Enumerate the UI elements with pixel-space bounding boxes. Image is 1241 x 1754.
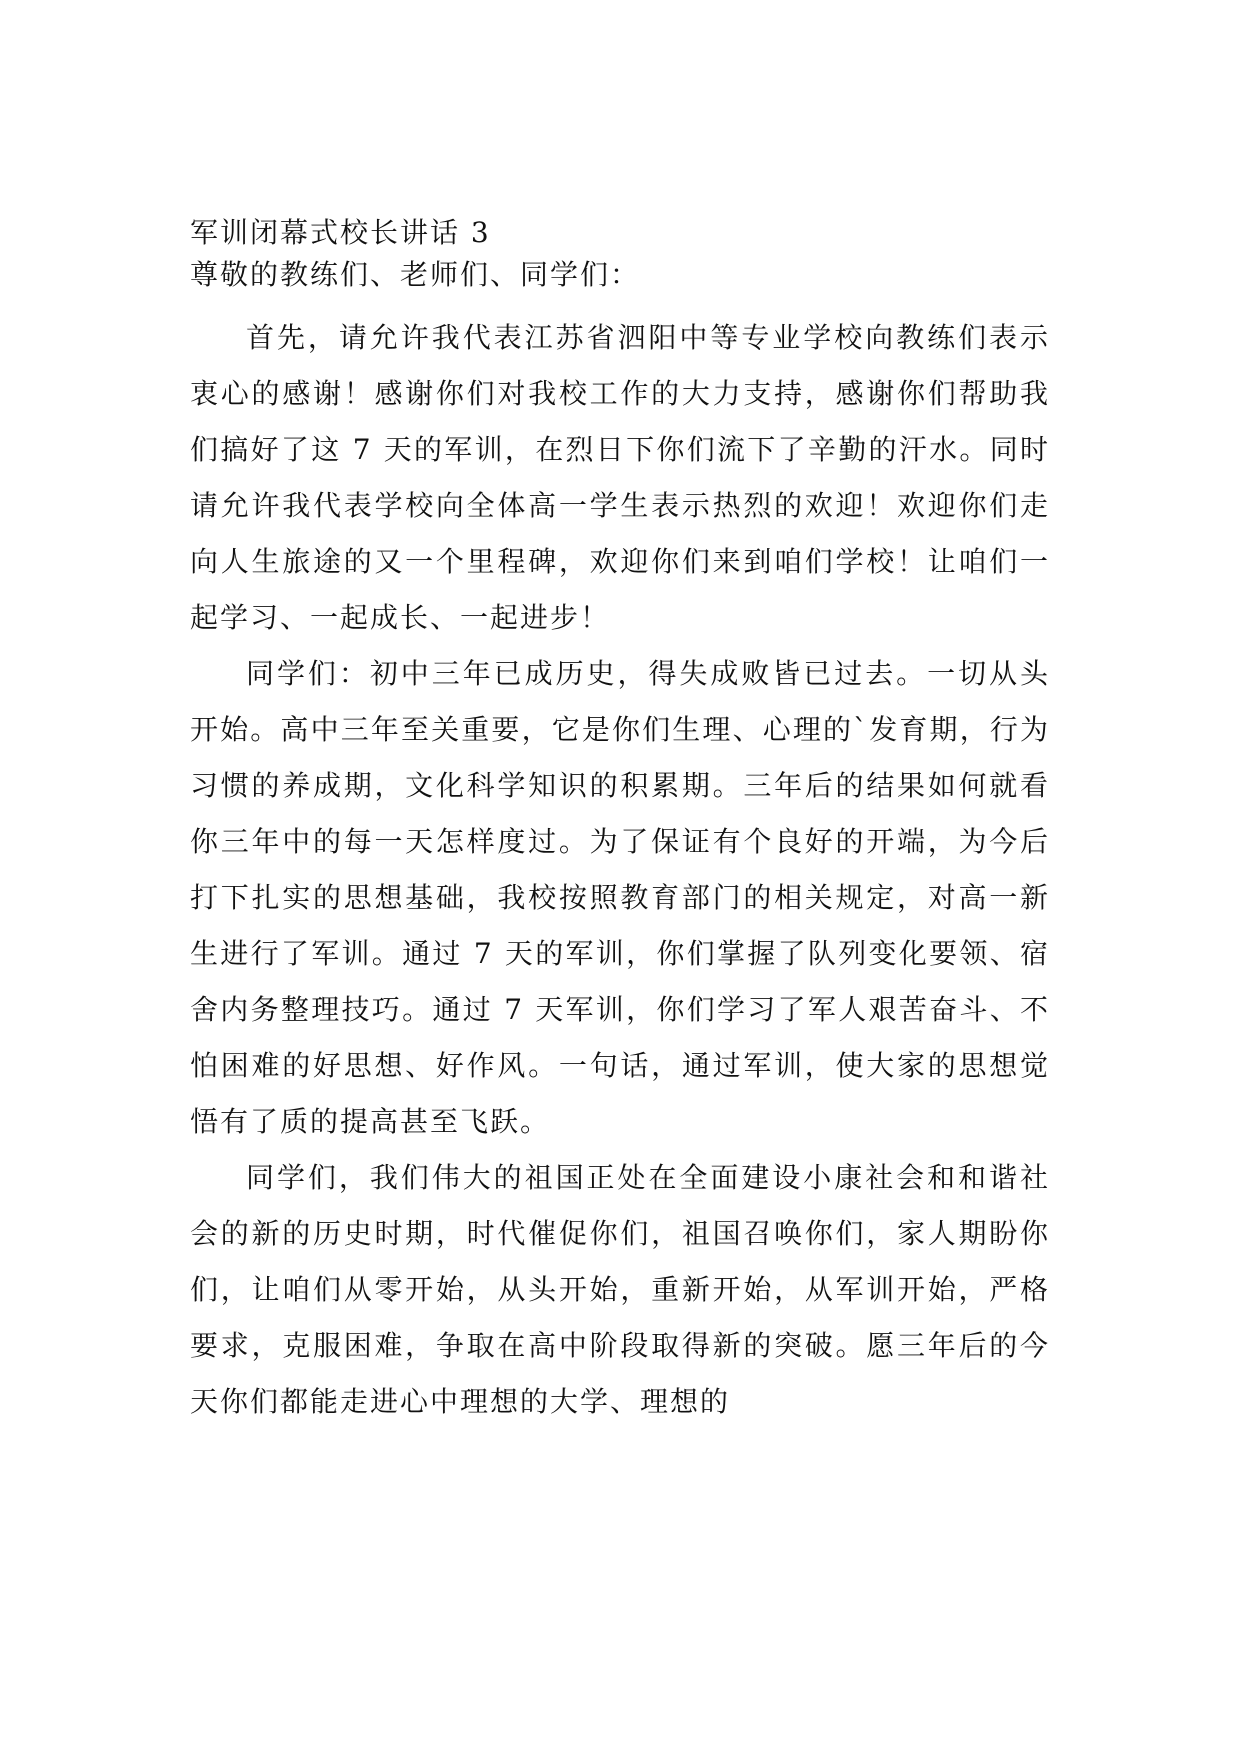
salutation: 尊敬的教练们、老师们、同学们： — [190, 258, 641, 291]
document-title: 军训闭幕式校长讲话 3 — [190, 216, 491, 249]
document-body — [190, 212, 1050, 1430]
paragraph-thanks: 首先，请允许我代表江苏省泗阳中等专业学校向教练们表示衷心的感谢！感谢你们对我校工作的大力支持，感谢你们帮助我们搞好了这 7 天的军训，在烈日下你们流下了辛勤的汗水。同时请允许我代表学校向全体高一学生表示热烈的欢迎！欢迎你们走向人生旅途的又一个里程碑，欢迎你们来到咱们学校！让咱们一起学习、一起成长、一起进步！ — [190, 321, 1050, 634]
paragraph-future: 同学们，我们伟大的祖国正处在全面建设小康社会和和谐社会的新的历史时期，时代催促你们，祖国召唤你们，家人期盼你们，让咱们从零开始，从头开始，重新开始，从军训开始，严格要求，克服困难，争取在高中阶段取得新的突破。愿三年后的今天你们都能走进心中理想的大学、理想的 — [190, 1161, 1050, 1418]
paragraph-training: 同学们：初中三年已成历史，得失成败皆已过去。一切从头开始。高中三年至关重要，它是你们生理、心理的`发育期，行为习惯的养成期，文化科学知识的积累期。三年后的结果如何就看你三年中的每一天怎样度过。为了保证有个良好的开端，为今后打下扎实的思想基础，我校按照教育部门的相关规定，对高一新生进行了军训。通过 7 天的军训，你们掌握了队列变化要领、宿舍内务整理技巧。通过 7 天军训，你们学习了军人艰苦奋斗、不怕困难的好思想、好作风。一句话，通过军训，使大家的思想觉悟有了质的提高甚至飞跃。 — [190, 657, 1050, 1138]
